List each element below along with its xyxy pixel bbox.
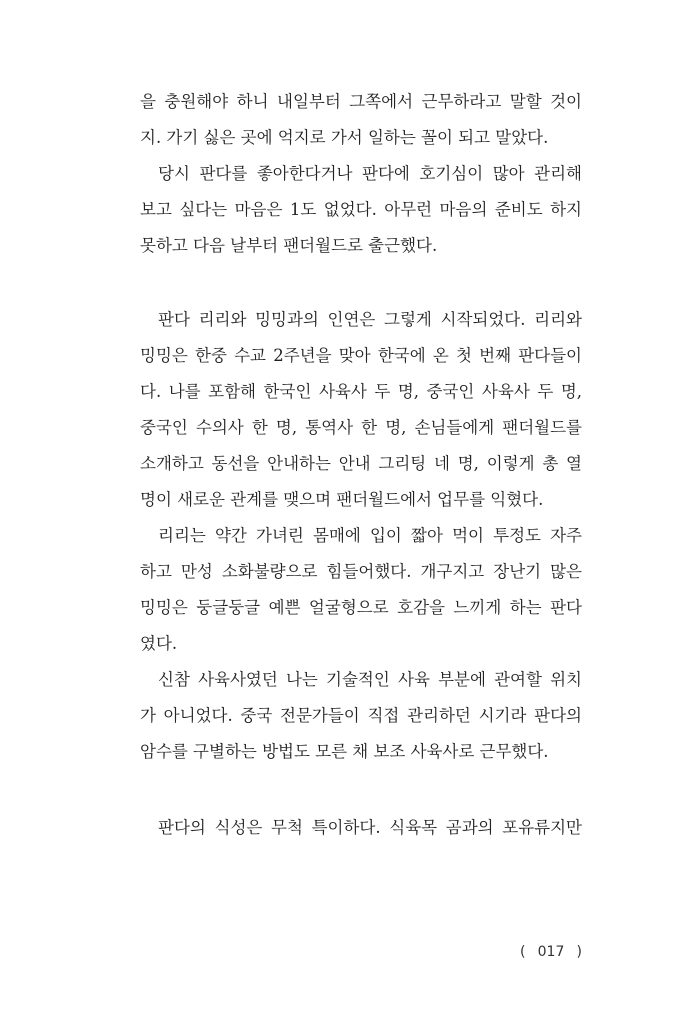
text-line-content: 신참 사육사였던 나는 기술적인 사육 부분에 관여할 위치: [158, 670, 582, 689]
text-line-content: 중국인 수의사 한 명, 통역사 한 명, 손님들에게 팬더월드를: [140, 418, 582, 437]
text-line-content: 소개하고 동선을 안내하는 안내 그리팅 네 명, 이렇게 총 열: [140, 454, 582, 473]
text-line: [140, 344, 582, 368]
text-line: [140, 488, 582, 512]
text-line-content: 리리는 약간 가녀린 몸매에 입이 짧아 먹이 투정도 자주: [158, 526, 582, 545]
text-line-content: 다. 나를 포함해 한국인 사육사 두 명, 중국인 사육사 두 명,: [140, 382, 582, 401]
text-line-content: 보고 싶다는 마음은 1도 없었다. 아무런 마음의 준비도 하지: [140, 200, 582, 219]
text-line: [140, 416, 582, 440]
text-line: [140, 198, 582, 222]
text-line-content: 을 충원해야 하니 내일부터 그쪽에서 근무하라고 말할 것이: [140, 92, 582, 111]
text-line-content: 가 아니었다. 중국 전문가들이 직접 관리하던 시기라 판다의: [140, 706, 582, 725]
text-line-content: 판다의 식성은 무척 특이하다. 식육목 곰과의 포유류지만: [158, 818, 582, 837]
text-line: [140, 668, 582, 692]
text-line: [140, 740, 582, 764]
page-number-close: ): [576, 944, 582, 960]
text-line: [140, 452, 582, 476]
text-line-content: 암수를 구별하는 방법도 모른 채 보조 사육사로 근무했다.: [140, 742, 549, 761]
text-line: [140, 380, 582, 404]
text-line: [140, 524, 582, 548]
text-line: [140, 816, 582, 840]
text-line-content: 당시 판다를 좋아한다거나 판다에 호기심이 많아 관리해: [158, 164, 582, 183]
text-line: [140, 234, 582, 258]
text-line-content: 밍밍은 둥글둥글 예쁜 얼굴형으로 호감을 느끼게 하는 판다: [140, 598, 582, 617]
text-line: [140, 632, 582, 656]
page-number-open: (: [520, 944, 526, 960]
text-line: [140, 704, 582, 728]
text-line: [140, 560, 582, 584]
text-line: [140, 126, 582, 150]
text-line: [140, 596, 582, 620]
text-line: [140, 162, 582, 186]
text-line-content: 명이 새로운 관계를 맺으며 팬더월드에서 업무를 익혔다.: [140, 490, 544, 509]
text-line-content: 하고 만성 소화불량으로 힘들어했다. 개구지고 장난기 많은: [140, 562, 582, 581]
page-number-value: 017: [537, 944, 565, 960]
page-number: [520, 944, 582, 960]
text-line-content: 지. 가기 싫은 곳에 억지로 가서 일하는 꼴이 되고 말았다.: [140, 128, 549, 147]
text-line-content: 못하고 다음 날부터 팬더월드로 출근했다.: [140, 236, 438, 255]
text-line: [140, 308, 582, 332]
text-line-content: 였다.: [140, 634, 178, 653]
text-line: [140, 90, 582, 114]
text-line-content: 판다 리리와 밍밍과의 인연은 그렇게 시작되었다. 리리와: [158, 310, 582, 329]
text-line-content: 밍밍은 한중 수교 2주년을 맞아 한국에 온 첫 번째 판다들이: [140, 346, 582, 365]
